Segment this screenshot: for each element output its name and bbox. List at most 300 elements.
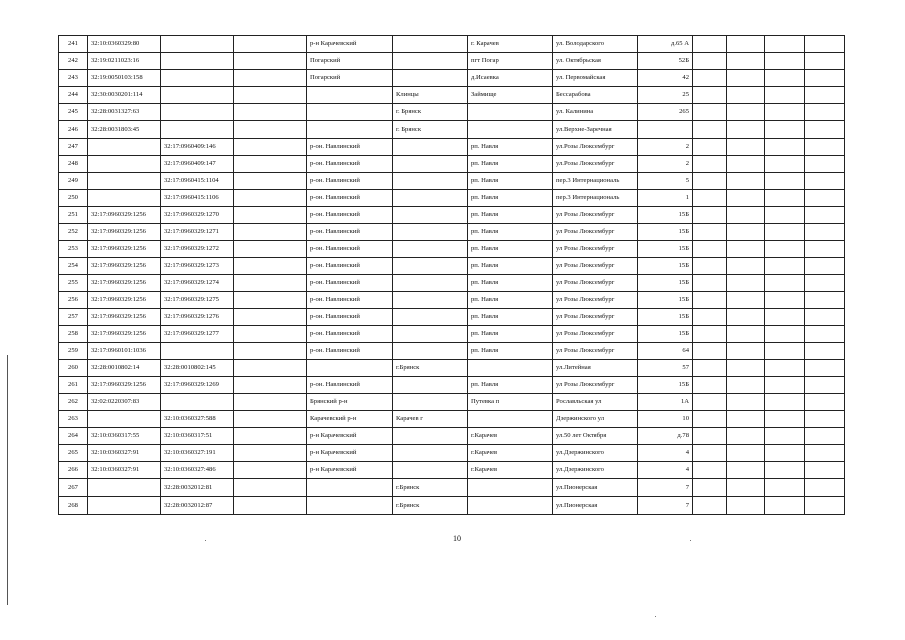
house-cell: 15Б: [638, 326, 693, 343]
empty-cell: [693, 53, 727, 70]
city-cell: [393, 224, 468, 241]
house-cell: 52Б: [638, 53, 693, 70]
empty-cell: [693, 479, 727, 497]
table-row: [59, 241, 845, 258]
settlement-cell: [468, 360, 553, 377]
cadastral-number-cell: 32:17:0960329:1256: [88, 275, 161, 292]
district-cell: р-н Карачевский: [307, 445, 393, 462]
cadastral-number-2-cell: 32:17:0960409:146: [161, 139, 234, 156]
empty-cell: [234, 156, 307, 173]
settlement-cell: рп. Навля: [468, 275, 553, 292]
empty-cell: [727, 156, 765, 173]
settlement-cell: рп. Навля: [468, 156, 553, 173]
empty-cell: [727, 139, 765, 156]
row-number: 248: [59, 156, 88, 173]
district-cell: р-он. Навлинский: [307, 343, 393, 360]
row-number: 249: [59, 173, 88, 190]
settlement-cell: рп. Навля: [468, 139, 553, 156]
district-cell: р-он. Навлинский: [307, 173, 393, 190]
cadastral-number-cell: [88, 139, 161, 156]
settlement-cell: рп. Навля: [468, 343, 553, 360]
settlement-cell: рп. Навля: [468, 173, 553, 190]
empty-cell: [805, 479, 845, 497]
scan-edge-line: [7, 355, 8, 605]
row-number: 258: [59, 326, 88, 343]
settlement-cell: рп. Навля: [468, 326, 553, 343]
street-cell: ул Розы Люксембург: [553, 377, 638, 394]
empty-cell: [727, 104, 765, 121]
empty-cell: [727, 462, 765, 479]
table-row: [59, 87, 845, 104]
district-cell: р-он. Навлинский: [307, 309, 393, 326]
table-row: [59, 394, 845, 411]
empty-cell: [765, 497, 805, 515]
empty-cell: [727, 428, 765, 445]
street-cell: ул.Дзержинского: [553, 445, 638, 462]
cadastral-number-cell: [88, 190, 161, 207]
cadastral-number-cell: [88, 479, 161, 497]
city-cell: [393, 36, 468, 53]
cadastral-number-cell: 32:17:0960329:1256: [88, 207, 161, 224]
empty-cell: [693, 156, 727, 173]
empty-cell: [693, 445, 727, 462]
table-row: [59, 190, 845, 207]
district-cell: р-он. Навлинский: [307, 190, 393, 207]
empty-cell: [765, 241, 805, 258]
empty-cell: [805, 104, 845, 121]
empty-cell: [693, 139, 727, 156]
cadastral-number-cell: 32:17:0960329:1256: [88, 309, 161, 326]
empty-cell: [727, 377, 765, 394]
empty-cell: [693, 497, 727, 515]
district-cell: Погарский: [307, 53, 393, 70]
cadastral-number-2-cell: 32:17:0960329:1277: [161, 326, 234, 343]
cadastral-number-2-cell: [161, 70, 234, 87]
table-row: [59, 70, 845, 87]
empty-cell: [693, 207, 727, 224]
row-number: 266: [59, 462, 88, 479]
empty-cell: [234, 87, 307, 104]
cadastral-number-cell: 32:17:0960329:1256: [88, 224, 161, 241]
cadastral-number-cell: 32:17:0960329:1256: [88, 241, 161, 258]
cadastral-number-cell: 32:02:0220307:83: [88, 394, 161, 411]
street-cell: ул. Калинина: [553, 104, 638, 121]
cadastral-number-cell: [88, 173, 161, 190]
cadastral-number-2-cell: 32:28:0010802:145: [161, 360, 234, 377]
empty-cell: [234, 190, 307, 207]
empty-cell: [805, 139, 845, 156]
settlement-cell: г.Карачев: [468, 462, 553, 479]
empty-cell: [765, 394, 805, 411]
cadastral-number-2-cell: 32:17:0960415:1104: [161, 173, 234, 190]
empty-cell: [765, 258, 805, 275]
house-cell: 1А: [638, 394, 693, 411]
empty-cell: [234, 377, 307, 394]
cadastral-number-2-cell: 32:17:0960329:1273: [161, 258, 234, 275]
settlement-cell: [468, 104, 553, 121]
empty-cell: [727, 173, 765, 190]
empty-cell: [727, 326, 765, 343]
city-cell: г.Брянск: [393, 479, 468, 497]
empty-cell: [805, 87, 845, 104]
cadastral-number-cell: 32:10:0360329:80: [88, 36, 161, 53]
house-cell: 7: [638, 479, 693, 497]
empty-cell: [765, 360, 805, 377]
empty-cell: [234, 343, 307, 360]
empty-cell: [765, 156, 805, 173]
settlement-cell: [468, 497, 553, 515]
street-cell: ул Розы Люксембург: [553, 343, 638, 360]
street-cell: ул.Верхне-Заречная: [553, 121, 638, 139]
empty-cell: [234, 479, 307, 497]
cadastral-number-2-cell: [161, 104, 234, 121]
house-cell: [638, 121, 693, 139]
settlement-cell: Путевка п: [468, 394, 553, 411]
house-cell: 1: [638, 190, 693, 207]
district-cell: р-он. Навлинский: [307, 241, 393, 258]
scan-speck: [205, 540, 206, 541]
table-row: [59, 445, 845, 462]
row-number: 243: [59, 70, 88, 87]
city-cell: г. Брянск: [393, 104, 468, 121]
district-cell: Погарский: [307, 70, 393, 87]
house-cell: 15Б: [638, 275, 693, 292]
empty-cell: [805, 207, 845, 224]
empty-cell: [765, 428, 805, 445]
city-cell: [393, 462, 468, 479]
empty-cell: [727, 70, 765, 87]
empty-cell: [727, 53, 765, 70]
city-cell: Карачев г: [393, 411, 468, 428]
city-cell: [393, 190, 468, 207]
district-cell: Карачевский р-н: [307, 411, 393, 428]
empty-cell: [234, 462, 307, 479]
settlement-cell: рп. Навля: [468, 309, 553, 326]
row-number: 255: [59, 275, 88, 292]
empty-cell: [765, 36, 805, 53]
city-cell: [393, 326, 468, 343]
cadastral-number-2-cell: 32:17:0960409:147: [161, 156, 234, 173]
table-row: [59, 121, 845, 139]
empty-cell: [805, 428, 845, 445]
empty-cell: [805, 411, 845, 428]
empty-cell: [765, 139, 805, 156]
street-cell: ул Розы Люксембург: [553, 207, 638, 224]
empty-cell: [805, 497, 845, 515]
empty-cell: [805, 360, 845, 377]
house-cell: 15Б: [638, 207, 693, 224]
empty-cell: [765, 70, 805, 87]
table-row: [59, 377, 845, 394]
district-cell: [307, 121, 393, 139]
empty-cell: [693, 121, 727, 139]
district-cell: р-он. Навлинский: [307, 258, 393, 275]
district-cell: [307, 104, 393, 121]
cadastral-number-cell: 32:28:0010802:14: [88, 360, 161, 377]
empty-cell: [693, 258, 727, 275]
cadastral-number-2-cell: [161, 121, 234, 139]
city-cell: [393, 258, 468, 275]
empty-cell: [234, 428, 307, 445]
empty-cell: [727, 275, 765, 292]
row-number: 268: [59, 497, 88, 515]
empty-cell: [693, 173, 727, 190]
empty-cell: [234, 36, 307, 53]
district-cell: р-он. Навлинский: [307, 377, 393, 394]
row-number: 244: [59, 87, 88, 104]
empty-cell: [727, 207, 765, 224]
empty-cell: [805, 326, 845, 343]
cadastral-number-cell: 32:30:0030201:114: [88, 87, 161, 104]
empty-cell: [234, 326, 307, 343]
city-cell: [393, 309, 468, 326]
row-number: 262: [59, 394, 88, 411]
cadastral-number-2-cell: 32:17:0960329:1274: [161, 275, 234, 292]
cadastral-number-2-cell: 32:17:0960329:1270: [161, 207, 234, 224]
empty-cell: [727, 394, 765, 411]
cadastral-number-2-cell: 32:10:0360317:51: [161, 428, 234, 445]
street-cell: пер.3 Интернациональ: [553, 190, 638, 207]
empty-cell: [693, 70, 727, 87]
street-cell: ул.Розы Люксембург: [553, 139, 638, 156]
empty-cell: [727, 224, 765, 241]
settlement-cell: г. Карачев: [468, 36, 553, 53]
empty-cell: [234, 309, 307, 326]
cadastral-number-2-cell: 32:10:0360327:191: [161, 445, 234, 462]
house-cell: 42: [638, 70, 693, 87]
empty-cell: [727, 479, 765, 497]
empty-cell: [805, 445, 845, 462]
empty-cell: [805, 241, 845, 258]
street-cell: ул. Володарского: [553, 36, 638, 53]
cadastral-number-2-cell: 32:28:0032012:81: [161, 479, 234, 497]
district-cell: р-н Карачевский: [307, 462, 393, 479]
empty-cell: [805, 156, 845, 173]
street-cell: ул. Первомайская: [553, 70, 638, 87]
cadastral-number-cell: 32:28:0031327:63: [88, 104, 161, 121]
empty-cell: [805, 70, 845, 87]
row-number: 250: [59, 190, 88, 207]
district-cell: [307, 87, 393, 104]
empty-cell: [765, 275, 805, 292]
street-cell: ул.Пионерская: [553, 479, 638, 497]
empty-cell: [234, 394, 307, 411]
empty-cell: [727, 309, 765, 326]
house-cell: 5: [638, 173, 693, 190]
cadastral-number-2-cell: 32:17:0960415:1106: [161, 190, 234, 207]
settlement-cell: рп. Навля: [468, 377, 553, 394]
city-cell: [393, 445, 468, 462]
settlement-cell: рп. Навля: [468, 292, 553, 309]
row-number: 267: [59, 479, 88, 497]
empty-cell: [765, 173, 805, 190]
empty-cell: [693, 377, 727, 394]
scan-speck: [690, 540, 691, 541]
house-cell: 4: [638, 462, 693, 479]
empty-cell: [693, 275, 727, 292]
district-cell: р-он. Навлинский: [307, 207, 393, 224]
row-number: 256: [59, 292, 88, 309]
district-cell: р-он. Навлинский: [307, 224, 393, 241]
empty-cell: [765, 104, 805, 121]
table-row: [59, 411, 845, 428]
district-cell: [307, 497, 393, 515]
city-cell: [393, 173, 468, 190]
settlement-cell: рп. Навля: [468, 207, 553, 224]
cadastral-number-cell: 32:10:0360327:91: [88, 462, 161, 479]
city-cell: [393, 343, 468, 360]
cadastral-number-cell: 32:17:0960329:1256: [88, 377, 161, 394]
street-cell: Дзержинского ул: [553, 411, 638, 428]
city-cell: г.Брянск: [393, 360, 468, 377]
empty-cell: [727, 87, 765, 104]
empty-cell: [693, 462, 727, 479]
empty-cell: [234, 241, 307, 258]
city-cell: [393, 207, 468, 224]
empty-cell: [234, 445, 307, 462]
empty-cell: [234, 121, 307, 139]
empty-cell: [765, 445, 805, 462]
empty-cell: [234, 224, 307, 241]
empty-cell: [805, 173, 845, 190]
settlement-cell: г.Карачев: [468, 445, 553, 462]
street-cell: ул.Литейная: [553, 360, 638, 377]
empty-cell: [805, 462, 845, 479]
empty-cell: [805, 377, 845, 394]
empty-cell: [805, 343, 845, 360]
house-cell: 10: [638, 411, 693, 428]
empty-cell: [727, 258, 765, 275]
house-cell: 15Б: [638, 377, 693, 394]
table-row: [59, 360, 845, 377]
empty-cell: [693, 428, 727, 445]
table-row: [59, 207, 845, 224]
row-number: 253: [59, 241, 88, 258]
cadastral-number-cell: 32:17:0960101:1036: [88, 343, 161, 360]
city-cell: [393, 241, 468, 258]
property-registry-table: [58, 35, 845, 515]
row-number: 261: [59, 377, 88, 394]
empty-cell: [234, 275, 307, 292]
table-row: [59, 292, 845, 309]
table-row: [59, 326, 845, 343]
district-cell: [307, 479, 393, 497]
row-number: 259: [59, 343, 88, 360]
empty-cell: [234, 411, 307, 428]
house-cell: 25: [638, 87, 693, 104]
empty-cell: [727, 36, 765, 53]
street-cell: ул.50 лет Октября: [553, 428, 638, 445]
empty-cell: [765, 121, 805, 139]
settlement-cell: Займище: [468, 87, 553, 104]
district-cell: [307, 360, 393, 377]
cadastral-number-cell: 32:17:0960329:1256: [88, 258, 161, 275]
empty-cell: [693, 360, 727, 377]
house-cell: 15Б: [638, 241, 693, 258]
table-row: [59, 156, 845, 173]
house-cell: 7: [638, 497, 693, 515]
empty-cell: [765, 462, 805, 479]
house-cell: 64: [638, 343, 693, 360]
empty-cell: [805, 224, 845, 241]
settlement-cell: рп. Навля: [468, 224, 553, 241]
district-cell: р-н Карачевский: [307, 428, 393, 445]
street-cell: ул Розы Люксембург: [553, 241, 638, 258]
city-cell: [393, 139, 468, 156]
empty-cell: [693, 104, 727, 121]
cadastral-number-cell: [88, 497, 161, 515]
house-cell: 15Б: [638, 258, 693, 275]
house-cell: д.65 А: [638, 36, 693, 53]
district-cell: р-он. Навлинский: [307, 156, 393, 173]
street-cell: ул Розы Люксембург: [553, 224, 638, 241]
house-cell: 15Б: [638, 224, 693, 241]
district-cell: р-он. Навлинский: [307, 292, 393, 309]
cadastral-number-cell: 32:10:0360317:55: [88, 428, 161, 445]
empty-cell: [693, 326, 727, 343]
row-number: 263: [59, 411, 88, 428]
street-cell: ул. Октябрьская: [553, 53, 638, 70]
empty-cell: [805, 190, 845, 207]
cadastral-number-cell: 32:17:0960329:1256: [88, 292, 161, 309]
cadastral-number-2-cell: 32:17:0960329:1275: [161, 292, 234, 309]
row-number: 251: [59, 207, 88, 224]
empty-cell: [805, 36, 845, 53]
city-cell: [393, 53, 468, 70]
row-number: 252: [59, 224, 88, 241]
street-cell: пер.3 Интернациональ: [553, 173, 638, 190]
empty-cell: [234, 497, 307, 515]
table-row: [59, 462, 845, 479]
street-cell: ул Розы Люксембург: [553, 258, 638, 275]
cadastral-number-2-cell: [161, 87, 234, 104]
district-cell: р-он. Навлинский: [307, 275, 393, 292]
settlement-cell: рп. Навля: [468, 190, 553, 207]
row-number: 260: [59, 360, 88, 377]
city-cell: [393, 275, 468, 292]
empty-cell: [765, 292, 805, 309]
cadastral-number-2-cell: 32:17:0960329:1269: [161, 377, 234, 394]
cadastral-number-2-cell: [161, 343, 234, 360]
cadastral-number-cell: [88, 411, 161, 428]
table-row: [59, 497, 845, 515]
empty-cell: [805, 53, 845, 70]
city-cell: [393, 377, 468, 394]
settlement-cell: г.Карачев: [468, 428, 553, 445]
cadastral-number-cell: 32:28:0031803:45: [88, 121, 161, 139]
house-cell: 57: [638, 360, 693, 377]
empty-cell: [727, 241, 765, 258]
empty-cell: [234, 360, 307, 377]
empty-cell: [765, 411, 805, 428]
district-cell: р-он. Навлинский: [307, 326, 393, 343]
city-cell: [393, 156, 468, 173]
empty-cell: [693, 309, 727, 326]
registry-body: [59, 36, 845, 515]
settlement-cell: [468, 121, 553, 139]
empty-cell: [727, 445, 765, 462]
empty-cell: [727, 190, 765, 207]
row-number: 242: [59, 53, 88, 70]
street-cell: ул Розы Люксембург: [553, 309, 638, 326]
street-cell: ул.Дзержинского: [553, 462, 638, 479]
empty-cell: [234, 292, 307, 309]
empty-cell: [234, 207, 307, 224]
street-cell: ул.Пионерская: [553, 497, 638, 515]
row-number: 254: [59, 258, 88, 275]
table-row: [59, 173, 845, 190]
empty-cell: [727, 411, 765, 428]
